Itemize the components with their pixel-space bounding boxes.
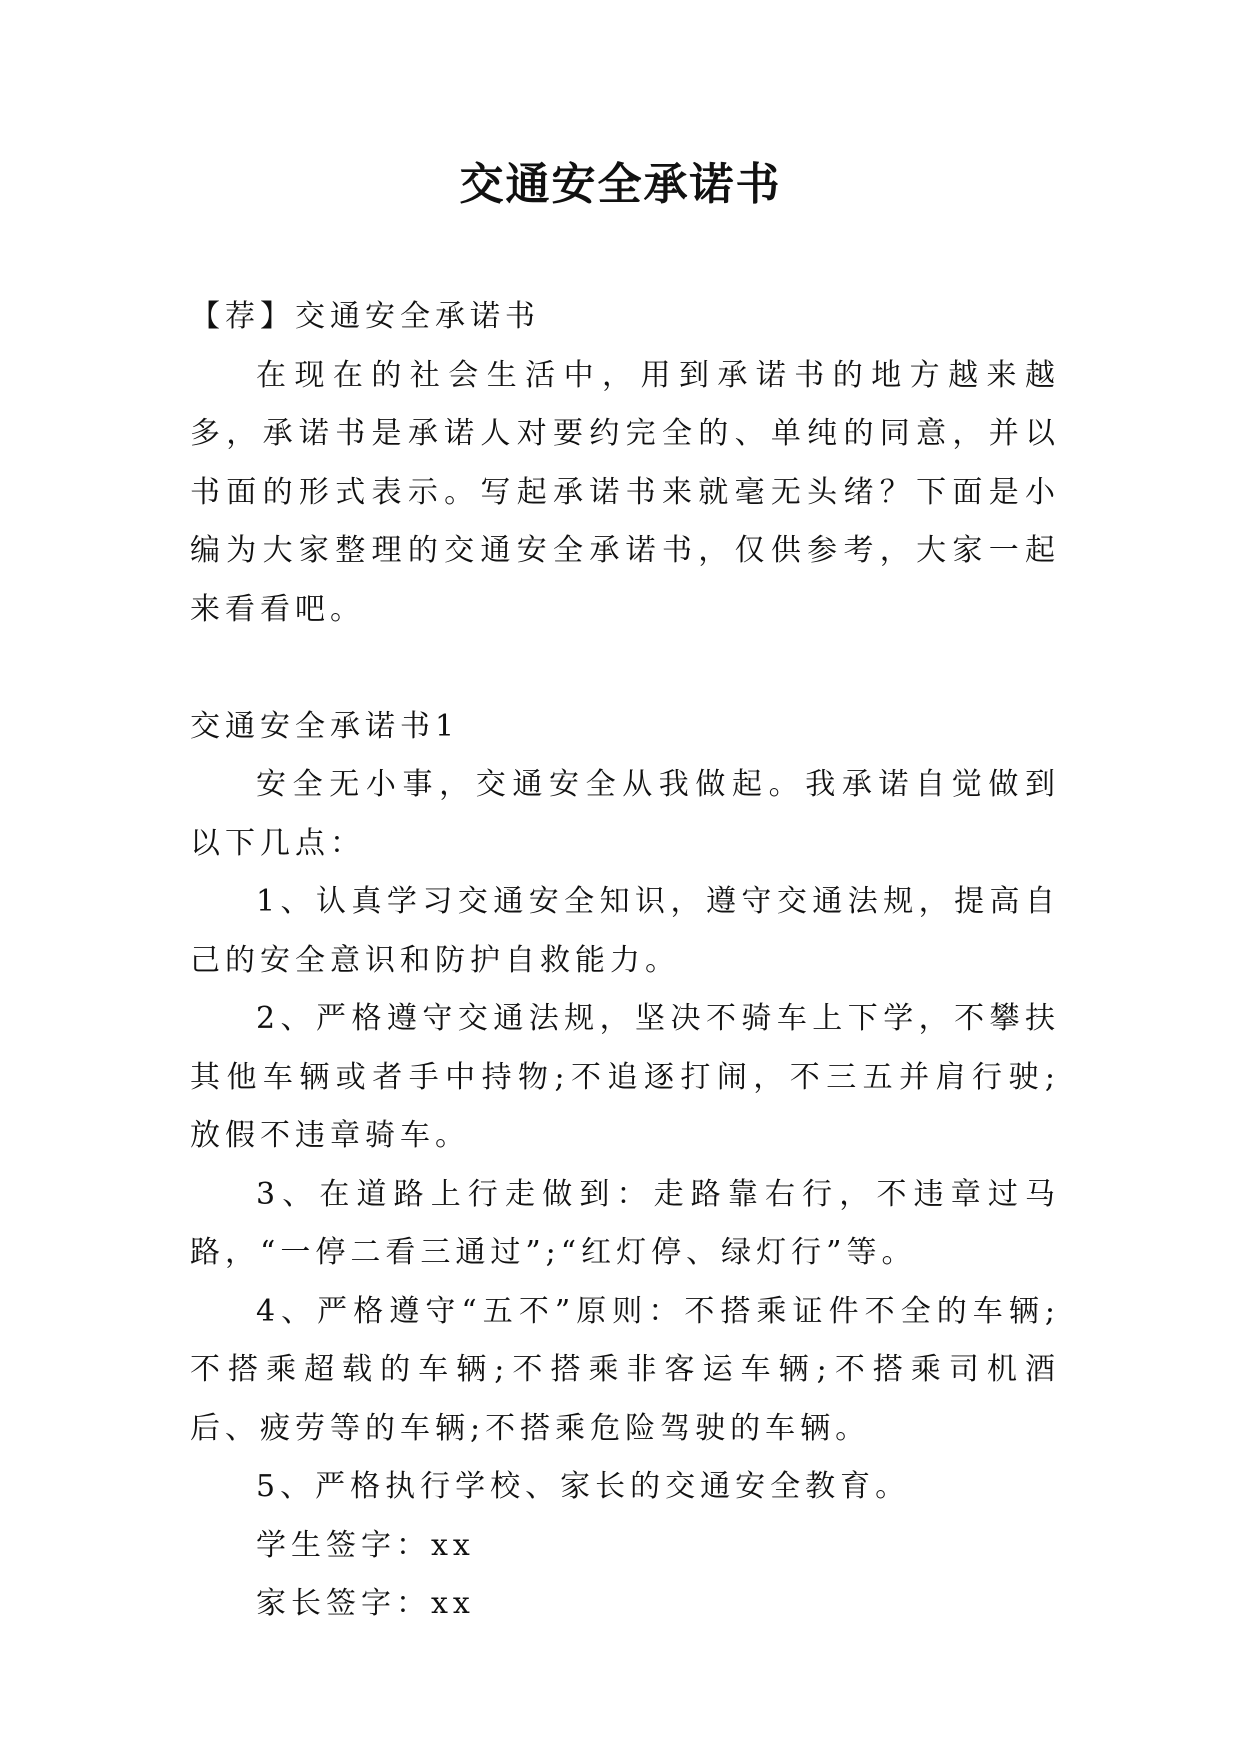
intro-paragraph: 在现在的社会生活中，用到承诺书的地方越来越多，承诺书是承诺人对要约完全的、单纯的同意，并以书面的形式表示。写起承诺书来就毫无头绪？下面是小编为大家整理的交通安全承诺书，仅供参考，大家一起来看看吧。 xyxy=(190,357,1060,627)
document-body xyxy=(190,288,1060,1634)
commitment-item-2: 2、严格遵守交通法规，坚决不骑车上下学，不攀扶其他车辆或者手中持物;不追逐打闹，不三五并肩行驶;放假不违章骑车。 xyxy=(190,1001,1060,1153)
intro-heading: 【荐】交通安全承诺书 xyxy=(190,299,540,334)
student-signature: 学生签字：xx xyxy=(256,1527,475,1563)
section-spacer xyxy=(190,639,1060,698)
commitment-item-4: 4、严格遵守“五不”原则：不搭乘证件不全的车辆;不搭乘超载的车辆;不搭乘非客运车辆;不搭乘司机酒后、疲劳等的车辆;不搭乘危险驾驶的车辆。 xyxy=(190,1293,1060,1446)
document-title: 交通安全承诺书 xyxy=(459,159,782,210)
parent-signature: 家长签字：xx xyxy=(256,1586,475,1621)
commitment-item-5: 5、严格执行学校、家长的交通安全教育。 xyxy=(256,1469,911,1504)
section-intro: 安全无小事，交通安全从我做起。我承诺自觉做到以下几点： xyxy=(190,767,1060,861)
commitment-item-3: 3、在道路上行走做到：走路靠右行，不违章过马路，“一停二看三通过”;“红灯停、绿灯行”等。 xyxy=(190,1176,1060,1270)
commitment-item-1: 1、认真学习交通安全知识，遵守交通法规，提高自己的安全意识和防护自救能力。 xyxy=(190,884,1060,978)
section-heading: 交通安全承诺书1 xyxy=(190,708,460,744)
